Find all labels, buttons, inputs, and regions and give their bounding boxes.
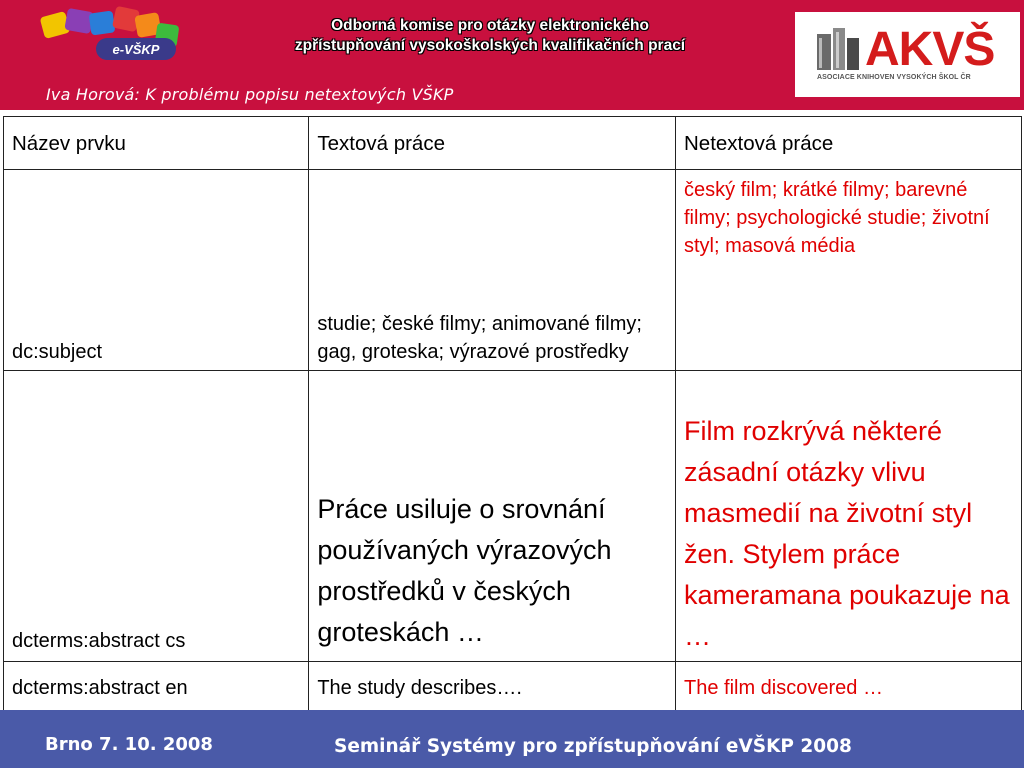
table-header-row (4, 117, 1022, 170)
table-row (4, 170, 1022, 371)
header-band (0, 0, 1024, 110)
header-text-work: Textová práce (309, 117, 676, 170)
cell-text-work: studie; české filmy; animované filmy; gag, groteska; výrazové prostředky (309, 170, 676, 371)
footer-seminar-title: Seminář Systémy pro zpřístupňování eVŠKP 2008 (334, 736, 852, 757)
akvs-building-icon (815, 24, 861, 72)
cell-nontext-work: český film; krátké filmy; barevné filmy; psychologické studie; životní styl; masová média (676, 170, 1022, 371)
akvs-logo (795, 12, 1020, 97)
table-row (4, 662, 1022, 715)
footer-date: Brno 7. 10. 2008 (45, 734, 213, 755)
cell-element: dcterms:abstract cs (4, 371, 309, 662)
title-line-2: zpřístupňování vysokoškolských kvalifikačních prací (294, 37, 686, 54)
cell-element: dcterms:abstract en (4, 662, 309, 715)
commission-title (200, 16, 780, 56)
presentation-subtitle: Iva Horová: K problému popisu netextových VŠKP (46, 85, 454, 104)
cell-nontext-work: The film discovered … (676, 662, 1022, 715)
header-element-name: Název prvku (4, 117, 309, 170)
metadata-comparison-table (3, 116, 1022, 715)
evskp-puzzle-logo (36, 6, 182, 72)
title-line-1: Odborná komise pro otázky elektronického (331, 17, 649, 34)
svg-text:e-VŠKP: e-VŠKP (112, 42, 160, 57)
cell-element: dc:subject (4, 170, 309, 371)
table-row (4, 371, 1022, 662)
akvs-wordmark: AKVŠ (865, 23, 995, 76)
cell-text-work: The study describes…. (309, 662, 676, 715)
footer-band (0, 710, 1024, 768)
cell-text-work: Práce usiluje o srovnání používaných výrazových prostředků v českých groteskách … (309, 371, 676, 662)
akvs-caption: ASOCIACE KNIHOVEN VYSOKÝCH ŠKOL ČR (817, 74, 971, 81)
cell-nontext-work: Film rozkrývá některé zásadní otázky vlivu masmedií na životní styl žen. Stylem práce kameramana poukazuje na … (676, 371, 1022, 662)
header-nontext-work: Netextová práce (676, 117, 1022, 170)
